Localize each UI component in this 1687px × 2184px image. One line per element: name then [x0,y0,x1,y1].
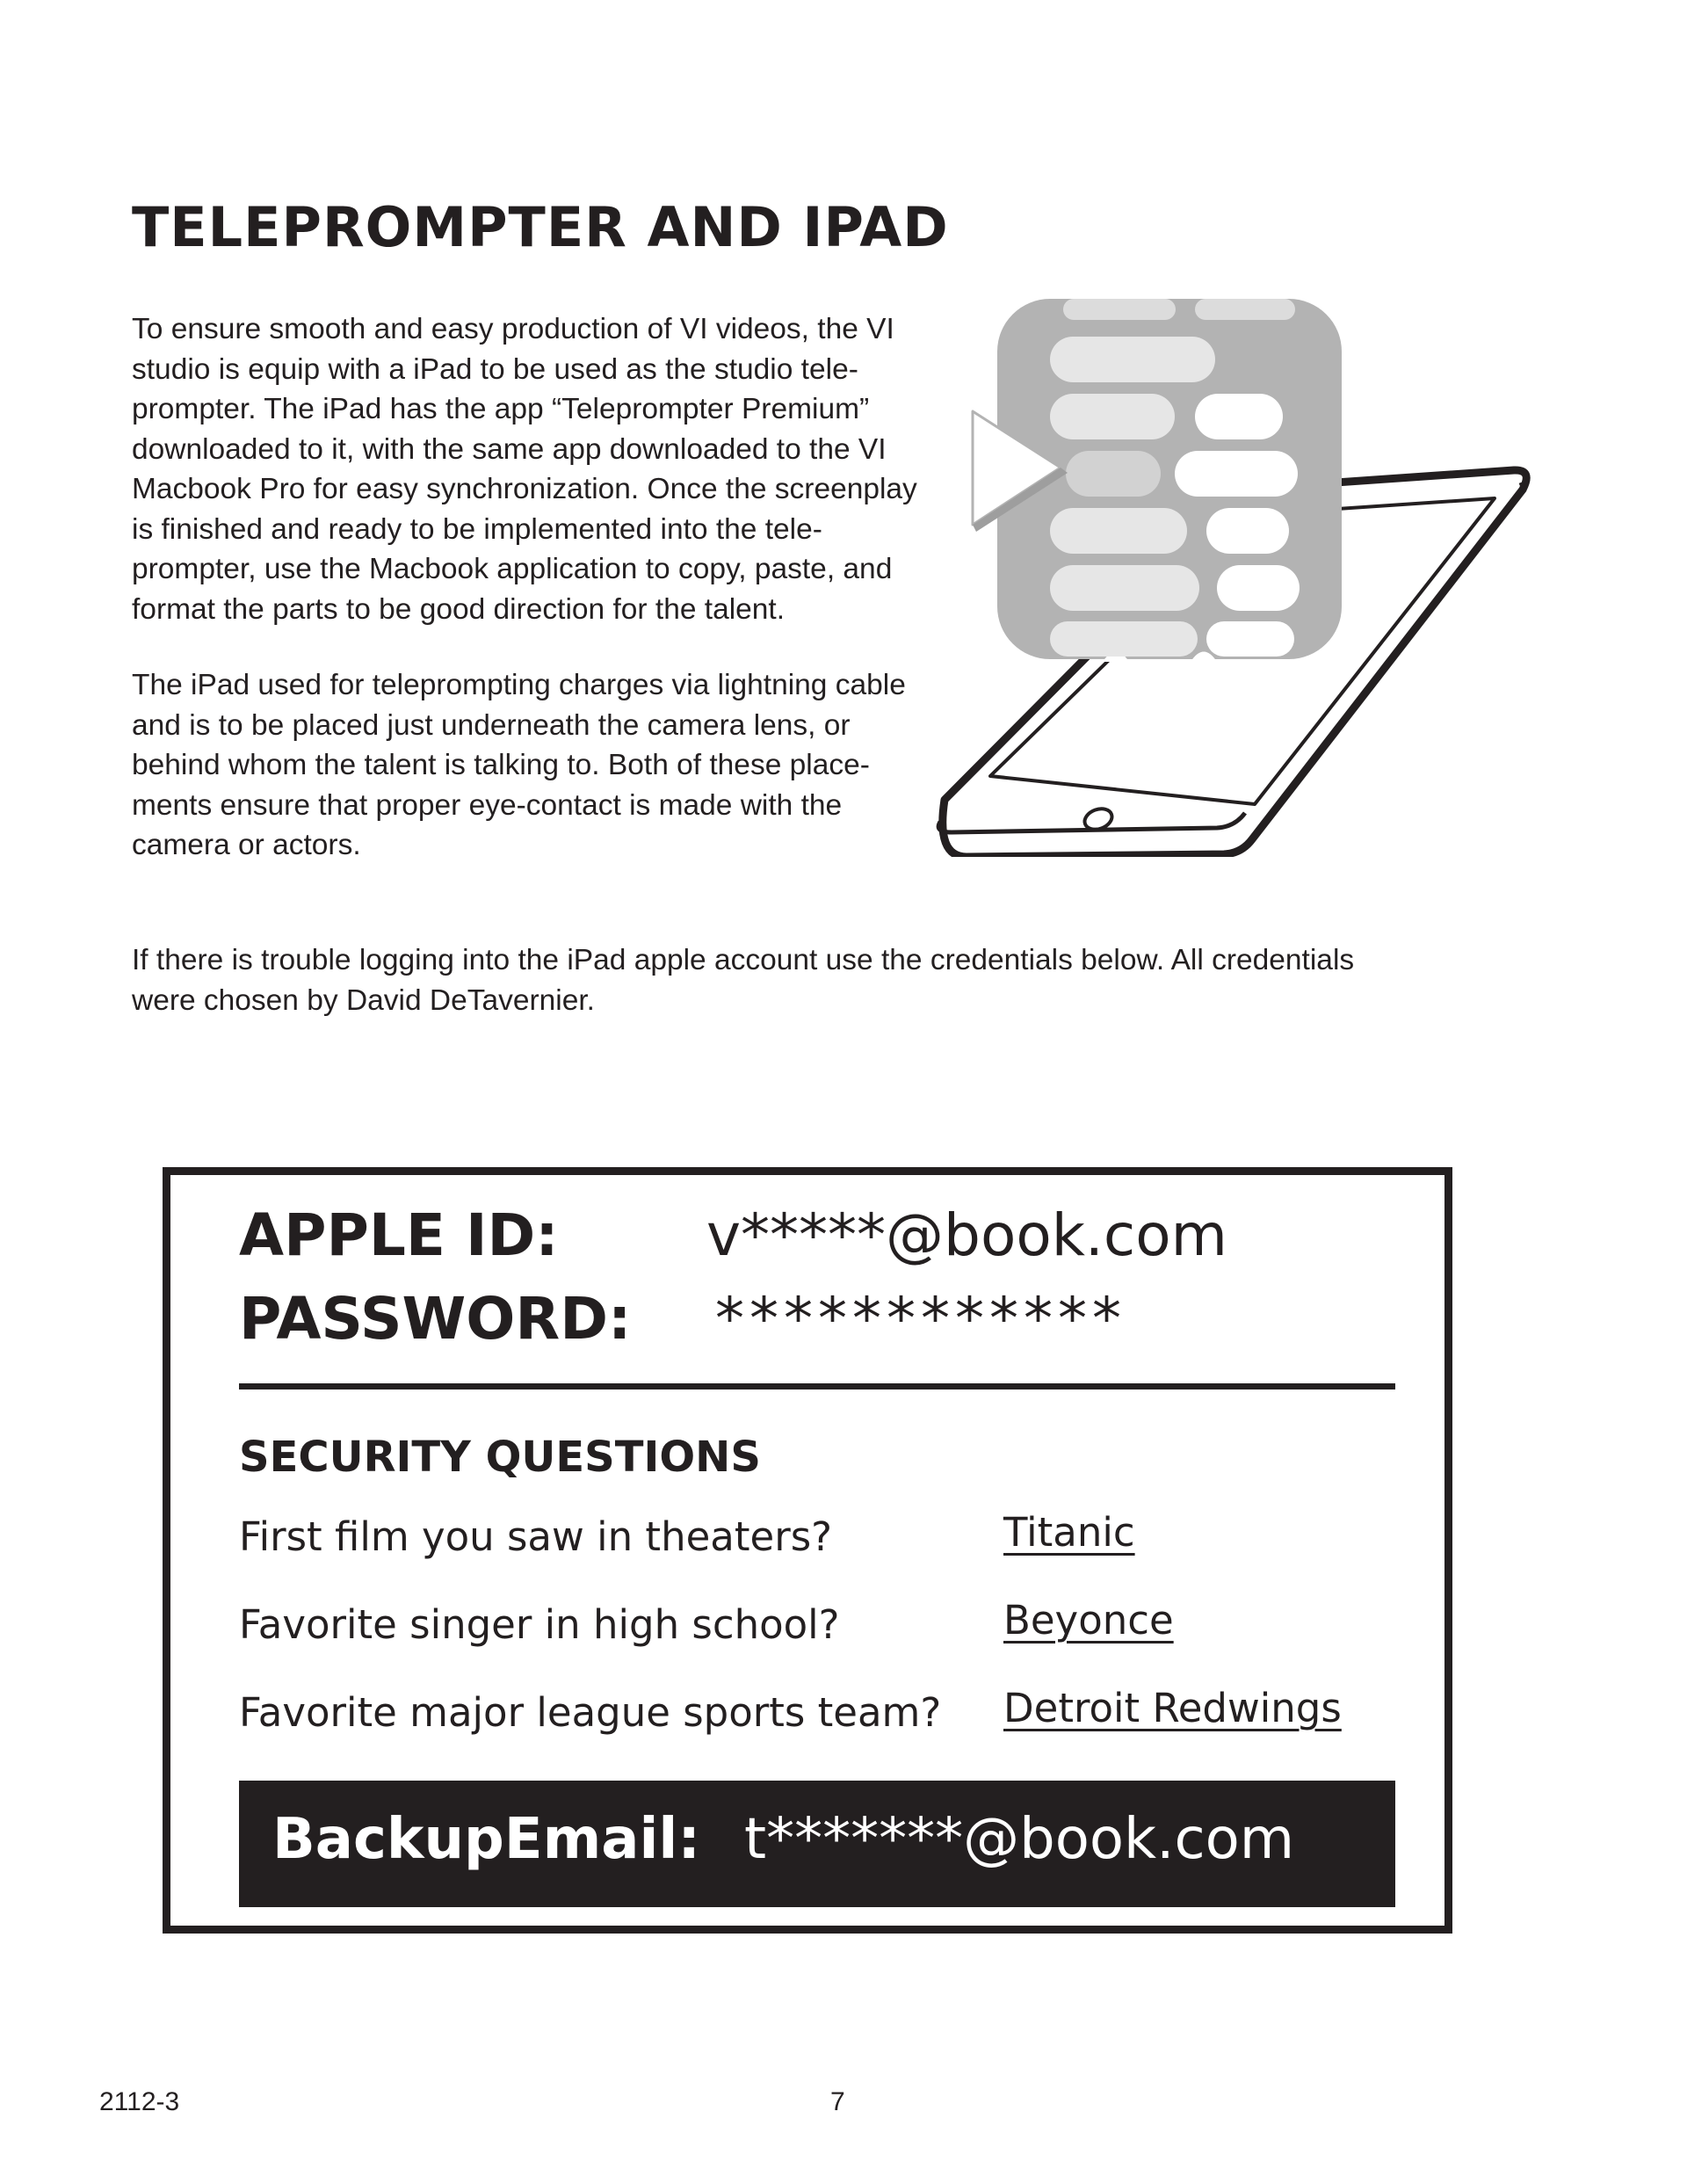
backup-email-label: BackupEmail: [272,1807,700,1872]
paragraph-line: prompter, use the Macbook application to copy, paste, and [132,553,893,585]
intro-paragraph [132,309,940,629]
paragraph-line: behind whom the talent is talking to. Both of these place- [132,749,870,781]
security-question: First film you saw in theaters? [239,1513,833,1560]
paragraph-line: To ensure smooth and easy production of VI videos, the VI [132,313,894,345]
paragraph-line: studio is equip with a iPad to be used as the studio tele- [132,352,858,386]
placement-paragraph [132,665,940,866]
divider [239,1383,1395,1389]
paragraph-line: camera or actors. [132,829,361,861]
security-question: Favorite major league sports team? [239,1689,942,1736]
security-answer: Beyonce [1003,1597,1174,1643]
paragraph-line: ments ensure that proper eye-contact is made with the [132,788,843,822]
paragraph-line: Macbook Pro for easy synchronization. Once the screenplay [132,473,917,505]
paragraph-line: The iPad used for teleprompting charges via lightning cable [132,669,906,701]
security-question: Favorite singer in high school? [239,1601,840,1648]
security-questions-heading: SECURITY QUESTIONS [239,1433,761,1482]
apple-id-value: v*****@book.com [706,1201,1227,1269]
paragraph-line: is finished and ready to be implemented into the tele- [132,512,822,546]
paragraph-line: prompter. The iPad has the app “Teleprompter Premium” [132,393,870,425]
password-label: PASSWORD: [239,1285,632,1353]
backup-email-bar [239,1781,1395,1907]
ipad-teleprompter-icon [927,294,1533,857]
document-number: 2112-3 [99,2087,180,2116]
backup-email-value: t*******@book.com [744,1807,1295,1872]
security-answer: Detroit Redwings [1003,1685,1342,1731]
apple-id-label: APPLE ID: [239,1201,559,1269]
page-title: TELEPROMPTER AND IPAD [132,195,949,259]
page-number: 7 [830,2087,845,2116]
teleprompter-app-icon [973,299,1342,662]
paragraph-line: If there is trouble logging into the iPad apple account use the credentials below. All credentials [132,944,1355,976]
paragraph-line: and is to be placed just underneath the camera lens, or [132,708,851,742]
security-answer: Titanic [1003,1509,1135,1556]
credentials-note [132,940,1502,1020]
paragraph-line: format the parts to be good direction for the talent. [132,592,786,626]
paragraph-line: downloaded to it, with the same app downloaded to the VI [132,432,887,466]
credentials-box [163,1167,1452,1934]
paragraph-line: were chosen by David DeTavernier. [132,983,595,1017]
password-value: ************ [715,1285,1126,1353]
